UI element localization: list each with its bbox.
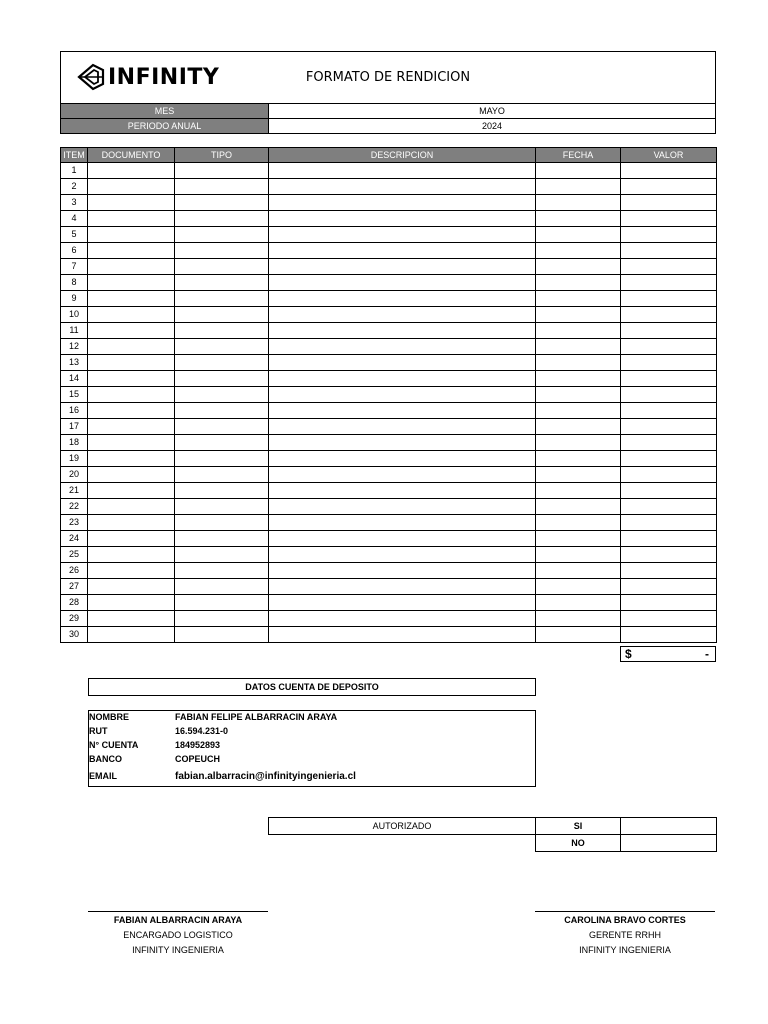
signature-role: ENCARGADO LOGISTICO (123, 930, 233, 940)
descripcion-cell[interactable] (269, 163, 536, 179)
deposit-value: 16.594.231-0 (175, 726, 229, 736)
item-number: 13 (61, 355, 88, 371)
fecha-cell[interactable] (536, 259, 621, 275)
item-number: 25 (61, 547, 88, 563)
item-number: 26 (61, 563, 88, 579)
valor-cell[interactable] (621, 611, 717, 627)
column-header-valor: VALOR (621, 148, 717, 163)
deposit-row-banco (89, 754, 220, 764)
fecha-cell[interactable] (536, 355, 621, 371)
fecha-cell[interactable] (536, 227, 621, 243)
table-row (61, 291, 717, 307)
item-number: 15 (61, 387, 88, 403)
tipo-cell[interactable] (175, 387, 269, 403)
item-number: 24 (61, 531, 88, 547)
deposit-details (88, 710, 536, 787)
signature-name: CAROLINA BRAVO CORTES (564, 915, 686, 925)
expense-table (60, 147, 717, 643)
descripcion-cell[interactable] (269, 179, 536, 195)
month-label: MES (61, 104, 269, 119)
valor-cell[interactable] (621, 211, 717, 227)
item-number: 19 (61, 451, 88, 467)
documento-cell[interactable] (88, 307, 175, 323)
tipo-cell[interactable] (175, 531, 269, 547)
item-number: 29 (61, 611, 88, 627)
tipo-cell[interactable] (175, 323, 269, 339)
item-number: 9 (61, 291, 88, 307)
table-row (61, 179, 717, 195)
year-row (61, 119, 716, 134)
authorized-label: AUTORIZADO (269, 818, 536, 835)
descripcion-cell[interactable] (269, 563, 536, 579)
item-number: 3 (61, 195, 88, 211)
tipo-cell[interactable] (175, 259, 269, 275)
item-number: 6 (61, 243, 88, 259)
table-row (61, 387, 717, 403)
table-row (61, 483, 717, 499)
fecha-cell[interactable] (536, 451, 621, 467)
valor-cell[interactable] (621, 387, 717, 403)
descripcion-cell[interactable] (269, 387, 536, 403)
fecha-cell[interactable] (536, 243, 621, 259)
valor-cell[interactable] (621, 227, 717, 243)
documento-cell[interactable] (88, 467, 175, 483)
valor-cell[interactable] (621, 515, 717, 531)
descripcion-cell[interactable] (269, 259, 536, 275)
tipo-cell[interactable] (175, 547, 269, 563)
tipo-cell[interactable] (175, 179, 269, 195)
documento-cell[interactable] (88, 531, 175, 547)
tipo-cell[interactable] (175, 307, 269, 323)
table-row (61, 371, 717, 387)
total-currency: $ (625, 647, 632, 661)
deposit-row-cuenta (89, 740, 220, 750)
item-number: 21 (61, 483, 88, 499)
table-row (61, 515, 717, 531)
tipo-cell[interactable] (175, 403, 269, 419)
table-row (61, 595, 717, 611)
documento-cell[interactable] (88, 419, 175, 435)
signature-name: FABIAN ALBARRACIN ARAYA (113, 915, 243, 925)
tipo-cell[interactable] (175, 339, 269, 355)
valor-cell[interactable] (621, 195, 717, 211)
fecha-cell[interactable] (536, 435, 621, 451)
valor-cell[interactable] (621, 483, 717, 499)
table-row (61, 163, 717, 179)
descripcion-cell[interactable] (269, 291, 536, 307)
item-number: 18 (61, 435, 88, 451)
table-row (61, 579, 717, 595)
documento-cell[interactable] (88, 243, 175, 259)
fecha-cell[interactable] (536, 323, 621, 339)
table-row (61, 435, 717, 451)
tipo-cell[interactable] (175, 435, 269, 451)
valor-cell[interactable] (621, 323, 717, 339)
fecha-cell[interactable] (536, 371, 621, 387)
descripcion-cell[interactable] (269, 403, 536, 419)
descripcion-cell[interactable] (269, 627, 536, 643)
valor-cell[interactable] (621, 259, 717, 275)
item-number: 2 (61, 179, 88, 195)
valor-cell[interactable] (621, 403, 717, 419)
documento-cell[interactable] (88, 211, 175, 227)
form-title: FORMATO DE RENDICION (305, 70, 471, 85)
table-row (61, 259, 717, 275)
infinity-logo-icon (76, 62, 106, 92)
table-header-row (61, 148, 717, 163)
tipo-cell[interactable] (175, 579, 269, 595)
fecha-cell[interactable] (536, 195, 621, 211)
table-row (61, 547, 717, 563)
item-number: 22 (61, 499, 88, 515)
authorization-table (268, 817, 717, 852)
valor-cell[interactable] (621, 563, 717, 579)
valor-cell[interactable] (621, 179, 717, 195)
fecha-cell[interactable] (536, 531, 621, 547)
deposit-row-nombre (89, 712, 337, 722)
item-number: 16 (61, 403, 88, 419)
documento-cell[interactable] (88, 371, 175, 387)
signature-line (535, 911, 715, 912)
documento-cell[interactable] (88, 435, 175, 451)
valor-cell[interactable] (621, 275, 717, 291)
descripcion-cell[interactable] (269, 595, 536, 611)
valor-cell[interactable] (621, 531, 717, 547)
deposit-value: FABIAN FELIPE ALBARRACIN ARAYA (175, 712, 338, 722)
fecha-cell[interactable] (536, 403, 621, 419)
empty-cell (269, 835, 536, 852)
documento-cell[interactable] (88, 227, 175, 243)
descripcion-cell[interactable] (269, 227, 536, 243)
item-number: 28 (61, 595, 88, 611)
fecha-cell[interactable] (536, 211, 621, 227)
descripcion-cell[interactable] (269, 211, 536, 227)
valor-cell[interactable] (621, 419, 717, 435)
documento-cell[interactable] (88, 355, 175, 371)
tipo-cell[interactable] (175, 499, 269, 515)
item-number: 1 (61, 163, 88, 179)
table-row (61, 227, 717, 243)
descripcion-cell[interactable] (269, 339, 536, 355)
total-cell (620, 646, 716, 662)
descripcion-cell[interactable] (269, 355, 536, 371)
table-row (61, 531, 717, 547)
item-number: 11 (61, 323, 88, 339)
tipo-cell[interactable] (175, 371, 269, 387)
documento-cell[interactable] (88, 627, 175, 643)
documento-cell[interactable] (88, 275, 175, 291)
tipo-cell[interactable] (175, 451, 269, 467)
tipo-cell[interactable] (175, 355, 269, 371)
valor-cell[interactable] (621, 595, 717, 611)
fecha-cell[interactable] (536, 611, 621, 627)
fecha-cell[interactable] (536, 515, 621, 531)
signature-block-right (535, 911, 715, 958)
descripcion-cell[interactable] (269, 307, 536, 323)
deposit-label: EMAIL (89, 771, 117, 781)
item-number: 20 (61, 467, 88, 483)
valor-cell[interactable] (621, 307, 717, 323)
descripcion-cell[interactable] (269, 611, 536, 627)
authorization-yes-row (269, 818, 717, 835)
item-number: 7 (61, 259, 88, 275)
authorized-yes-box[interactable] (621, 818, 717, 835)
fecha-cell[interactable] (536, 419, 621, 435)
table-row (61, 627, 717, 643)
authorization-no-row (269, 835, 717, 852)
deposit-title: DATOS CUENTA DE DEPOSITO (88, 678, 536, 696)
tipo-cell[interactable] (175, 627, 269, 643)
valor-cell[interactable] (621, 499, 717, 515)
descripcion-cell[interactable] (269, 243, 536, 259)
table-row (61, 563, 717, 579)
descripcion-cell[interactable] (269, 419, 536, 435)
item-number: 23 (61, 515, 88, 531)
item-number: 8 (61, 275, 88, 291)
authorized-no-box[interactable] (621, 835, 717, 852)
month-row (61, 104, 716, 119)
documento-cell[interactable] (88, 483, 175, 499)
documento-cell[interactable] (88, 451, 175, 467)
valor-cell[interactable] (621, 291, 717, 307)
item-number: 30 (61, 627, 88, 643)
documento-cell[interactable] (88, 515, 175, 531)
tipo-cell[interactable] (175, 563, 269, 579)
deposit-row-rut (89, 726, 228, 736)
descripcion-cell[interactable] (269, 435, 536, 451)
documento-cell[interactable] (88, 579, 175, 595)
fecha-cell[interactable] (536, 483, 621, 499)
table-row (61, 195, 717, 211)
tipo-cell[interactable] (175, 291, 269, 307)
descripcion-cell[interactable] (269, 451, 536, 467)
period-table (60, 103, 716, 134)
year-value[interactable]: 2024 (269, 119, 716, 134)
deposit-value: 184952893 (175, 740, 221, 750)
company-logo (76, 60, 226, 94)
descripcion-cell[interactable] (269, 483, 536, 499)
fecha-cell[interactable] (536, 339, 621, 355)
item-number: 12 (61, 339, 88, 355)
table-row (61, 307, 717, 323)
valor-cell[interactable] (621, 355, 717, 371)
documento-cell[interactable] (88, 259, 175, 275)
documento-cell[interactable] (88, 387, 175, 403)
documento-cell[interactable] (88, 195, 175, 211)
documento-cell[interactable] (88, 323, 175, 339)
valor-cell[interactable] (621, 371, 717, 387)
fecha-cell[interactable] (536, 499, 621, 515)
valor-cell[interactable] (621, 467, 717, 483)
tipo-cell[interactable] (175, 211, 269, 227)
brand-name: INFINITY (108, 64, 220, 90)
valor-cell[interactable] (621, 339, 717, 355)
documento-cell[interactable] (88, 291, 175, 307)
fecha-cell[interactable] (536, 179, 621, 195)
table-row (61, 611, 717, 627)
month-value[interactable]: MAYO (269, 104, 716, 119)
documento-cell[interactable] (88, 499, 175, 515)
table-row (61, 211, 717, 227)
deposit-label: RUT (89, 726, 108, 736)
table-row (61, 499, 717, 515)
documento-cell[interactable] (88, 163, 175, 179)
tipo-cell[interactable] (175, 595, 269, 611)
table-row (61, 243, 717, 259)
signature-line (88, 911, 268, 912)
table-row (61, 323, 717, 339)
table-row (61, 403, 717, 419)
valor-cell[interactable] (621, 627, 717, 643)
descripcion-cell[interactable] (269, 323, 536, 339)
fecha-cell[interactable] (536, 595, 621, 611)
descripcion-cell[interactable] (269, 467, 536, 483)
tipo-cell[interactable] (175, 243, 269, 259)
documento-cell[interactable] (88, 179, 175, 195)
documento-cell[interactable] (88, 563, 175, 579)
column-header-documento: DOCUMENTO (88, 148, 175, 163)
deposit-value: COPEUCH (175, 754, 221, 764)
column-header-fecha: FECHA (536, 148, 621, 163)
documento-cell[interactable] (88, 403, 175, 419)
valor-cell[interactable] (621, 451, 717, 467)
valor-cell[interactable] (621, 163, 717, 179)
table-row (61, 451, 717, 467)
column-header-tipo: TIPO (175, 148, 269, 163)
deposit-row-email (89, 771, 356, 782)
fecha-cell[interactable] (536, 163, 621, 179)
documento-cell[interactable] (88, 547, 175, 563)
table-row (61, 355, 717, 371)
column-header-item: ITEM (61, 148, 88, 163)
item-number: 14 (61, 371, 88, 387)
descripcion-cell[interactable] (269, 499, 536, 515)
signature-company: INFINITY INGENIERIA (579, 945, 671, 955)
descripcion-cell[interactable] (269, 195, 536, 211)
fecha-cell[interactable] (536, 547, 621, 563)
fecha-cell[interactable] (536, 579, 621, 595)
column-header-descripcion: DESCRIPCION (269, 148, 536, 163)
fecha-cell[interactable] (536, 467, 621, 483)
table-row (61, 339, 717, 355)
deposit-label: BANCO (89, 754, 122, 764)
deposit-value: fabian.albarracin@infinityingenieria.cl (175, 771, 356, 782)
tipo-cell[interactable] (175, 483, 269, 499)
descripcion-cell[interactable] (269, 547, 536, 563)
deposit-label: NOMBRE (89, 712, 129, 722)
descripcion-cell[interactable] (269, 515, 536, 531)
table-row (61, 419, 717, 435)
authorized-yes-label: SI (536, 818, 621, 835)
fecha-cell[interactable] (536, 275, 621, 291)
tipo-cell[interactable] (175, 227, 269, 243)
item-number: 10 (61, 307, 88, 323)
tipo-cell[interactable] (175, 275, 269, 291)
documento-cell[interactable] (88, 611, 175, 627)
signature-company: INFINITY INGENIERIA (132, 945, 224, 955)
tipo-cell[interactable] (175, 467, 269, 483)
deposit-label: N° CUENTA (89, 740, 139, 750)
documento-cell[interactable] (88, 595, 175, 611)
item-number: 27 (61, 579, 88, 595)
fecha-cell[interactable] (536, 627, 621, 643)
fecha-cell[interactable] (536, 307, 621, 323)
table-row (61, 275, 717, 291)
table-row (61, 467, 717, 483)
year-label: PERIODO ANUAL (61, 119, 269, 134)
tipo-cell[interactable] (175, 163, 269, 179)
documento-cell[interactable] (88, 339, 175, 355)
signature-role: GERENTE RRHH (588, 930, 661, 940)
valor-cell[interactable] (621, 243, 717, 259)
fecha-cell[interactable] (536, 291, 621, 307)
authorized-no-label: NO (536, 835, 621, 852)
descripcion-cell[interactable] (269, 579, 536, 595)
tipo-cell[interactable] (175, 419, 269, 435)
tipo-cell[interactable] (175, 611, 269, 627)
valor-cell[interactable] (621, 435, 717, 451)
fecha-cell[interactable] (536, 563, 621, 579)
tipo-cell[interactable] (175, 195, 269, 211)
valor-cell[interactable] (621, 579, 717, 595)
item-number: 4 (61, 211, 88, 227)
valor-cell[interactable] (621, 547, 717, 563)
descripcion-cell[interactable] (269, 531, 536, 547)
descripcion-cell[interactable] (269, 371, 536, 387)
fecha-cell[interactable] (536, 387, 621, 403)
tipo-cell[interactable] (175, 515, 269, 531)
item-number: 5 (61, 227, 88, 243)
descripcion-cell[interactable] (269, 275, 536, 291)
item-number: 17 (61, 419, 88, 435)
total-value: - (705, 647, 709, 661)
signature-block-left (88, 911, 268, 958)
